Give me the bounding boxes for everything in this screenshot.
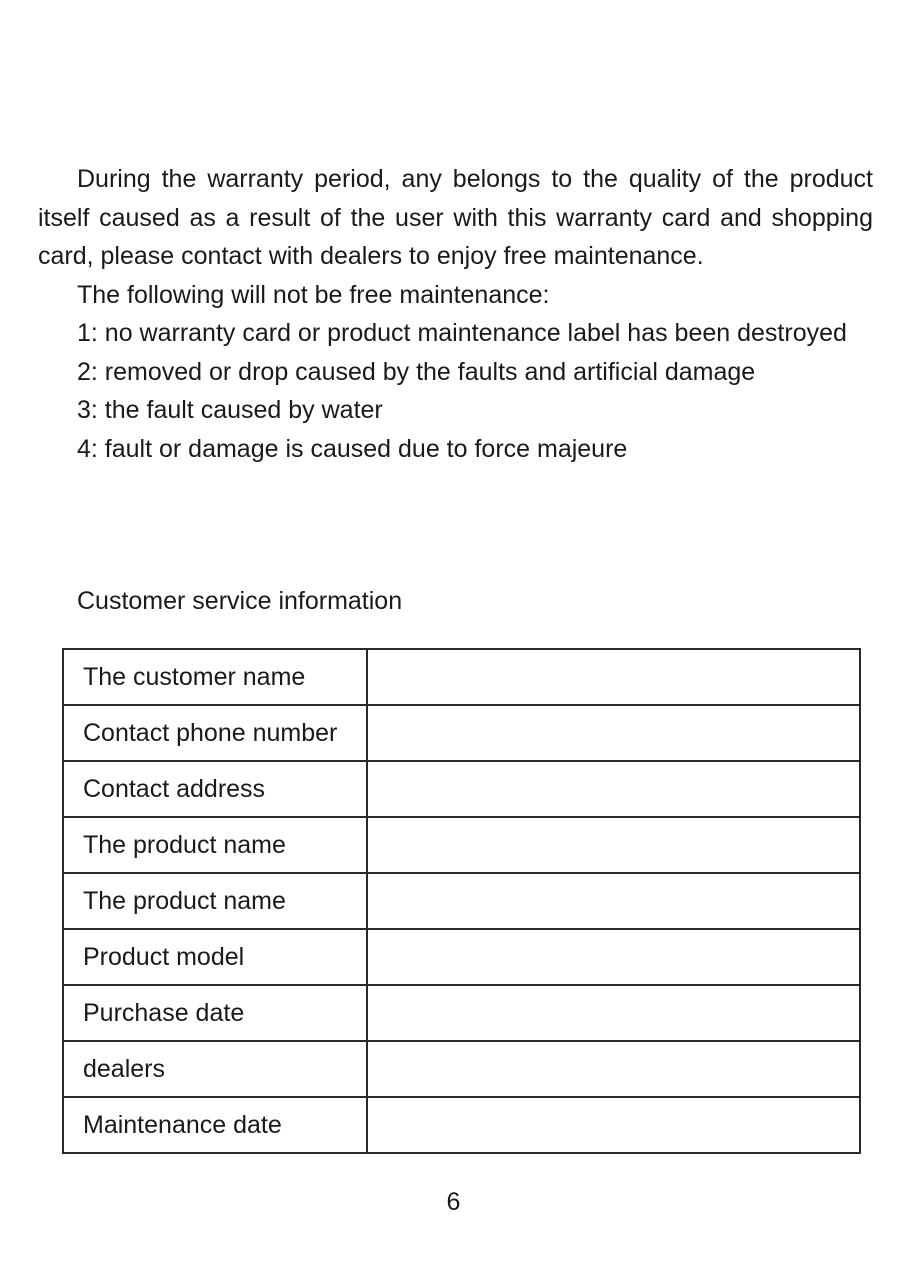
table-row <box>63 817 860 873</box>
row-label: The customer name <box>63 649 367 705</box>
warranty-paragraph: During the warranty period, any belongs to the quality of the product itself caused as a result of the user with this warranty card and shopping card, please contact with dealers to enjoy free maintenance. <box>38 165 873 270</box>
exclusion-item: 1: no warranty card or product maintenance label has been destroyed <box>77 319 847 347</box>
customer-info-table <box>62 648 861 1154</box>
row-label: Product model <box>63 929 367 985</box>
warranty-text <box>38 160 873 468</box>
table-row <box>63 873 860 929</box>
table-row <box>63 705 860 761</box>
row-value-field <box>367 1097 860 1153</box>
table-row <box>63 649 860 705</box>
exclusion-item: 3: the fault caused by water <box>77 396 383 424</box>
row-label: Purchase date <box>63 985 367 1041</box>
row-value-field <box>367 761 860 817</box>
exclusions-intro: The following will not be free maintenance: <box>77 280 550 309</box>
row-label: Contact address <box>63 761 367 817</box>
section-title: Customer service information <box>77 587 403 615</box>
table-row <box>63 929 860 985</box>
row-label: Maintenance date <box>63 1097 367 1153</box>
row-label: Contact phone number <box>63 705 367 761</box>
row-value-field <box>367 873 860 929</box>
row-value-field <box>367 929 860 985</box>
row-value-field <box>367 705 860 761</box>
row-value-field <box>367 649 860 705</box>
row-value-field <box>367 985 860 1041</box>
row-label: dealers <box>63 1041 367 1097</box>
table-row <box>63 761 860 817</box>
exclusion-item: 4: fault or damage is caused due to force majeure <box>77 434 628 463</box>
exclusion-item: 2: removed or drop caused by the faults and artificial damage <box>77 357 756 386</box>
row-value-field <box>367 817 860 873</box>
row-label: The product name <box>63 873 367 929</box>
table-row <box>63 1041 860 1097</box>
row-value-field <box>367 1041 860 1097</box>
table-row <box>63 985 860 1041</box>
table-row <box>63 1097 860 1153</box>
page-number: 6 <box>446 1188 461 1216</box>
row-label: The product name <box>63 817 367 873</box>
